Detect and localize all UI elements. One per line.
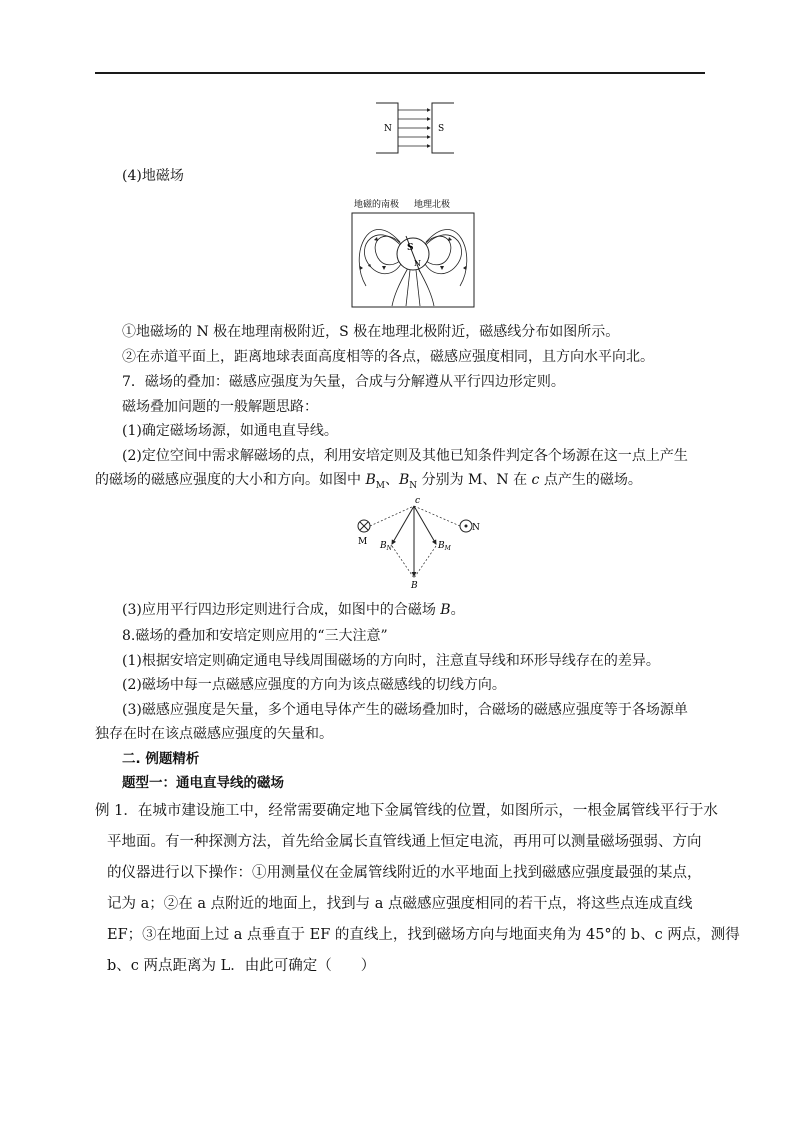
step-3 — [122, 600, 465, 620]
magnet-field-figure — [372, 100, 458, 156]
step-2b-post2: 点产生的磁场。 — [539, 472, 642, 488]
magnet-s-label: S — [438, 124, 445, 134]
section-heading: 二. 例题精析 — [122, 751, 200, 767]
earth-label-geomag-south: 地磁的南极 — [354, 200, 400, 210]
vector-b-label: B — [411, 581, 418, 590]
magnet-n-label: N — [384, 124, 392, 134]
geomagnetic-heading: (4)地磁场 — [122, 168, 184, 184]
earth-pole-s: S — [407, 243, 414, 253]
question-type-heading: 题型一：通电直导线的磁场 — [122, 775, 284, 791]
item-7-sub: 磁场叠加问题的一般解题思路： — [122, 399, 318, 415]
example-1-line-5: EF；③在地面上过 a 点垂直于 EF 的直线上，找到磁场方向与地面夹角为 45°的 b、c 两点，测得 — [107, 927, 740, 943]
step-2b-pre: 的磁场的磁感应强度的大小和方向。如图中 — [95, 472, 366, 488]
header-rule — [95, 72, 705, 74]
example-1-line-6: b、c 两点距离为 L．由此可确定（ ） — [107, 958, 376, 974]
step-3-post: 。 — [450, 602, 465, 618]
note-1: (1)根据安培定则确定通电导线周围磁场的方向时，注意直导线和环形导线存在的差异。 — [122, 653, 660, 669]
vector-bn-label: $B_N$ — [380, 541, 392, 552]
step-2b-bm-sub: M — [375, 480, 385, 491]
earth-label-geo-north: 地理北极 — [414, 200, 451, 210]
point-c-label: c — [415, 496, 421, 506]
step-1: (1)确定磁场场源，如通电直导线。 — [122, 423, 338, 439]
example-1-line-1: 例 1．在城市建设施工中，经常需要确定地下金属管线的位置，如图所示，一根金属管线平行于水 — [95, 803, 718, 819]
wire-n-label: N — [472, 523, 480, 533]
step-2b-post1: 分别为 M、N 在 — [417, 472, 532, 488]
example-1-line-3: 的仪器进行以下操作：①用测量仪在金属管线附近的水平地面上找到磁感应强度最强的某点， — [107, 865, 702, 881]
vector-bm-label: $B_M$ — [438, 541, 451, 552]
earth-field-figure — [348, 196, 478, 310]
earth-pole-n: N — [414, 259, 421, 268]
wire-m-label: M — [358, 537, 368, 547]
note-3b: 独存在时在该点磁感应强度的矢量和。 — [95, 726, 333, 742]
geo-point-1: ①地磁场的 N 极在地理南极附近，S 极在地理北极附近，磁感线分布如图所示。 — [122, 324, 620, 340]
example-1-line-2: 平地面。有一种探测方法，首先给金属长直管线通上恒定电流，再用可以测量磁场强弱、方向 — [107, 834, 702, 850]
item-8: 8.磁场的叠加和安培定则应用的“三大注意” — [122, 628, 388, 644]
step-3-pre: (3)应用平行四边形定则进行合成，如图中的合磁场 — [122, 602, 441, 618]
step-2b-mid: 、 — [384, 472, 399, 488]
superposition-figure — [352, 494, 480, 590]
step-3-b: B — [440, 602, 451, 618]
step-2b-c: c — [531, 472, 540, 488]
step-2b-bm: B — [365, 472, 376, 488]
geo-point-2: ②在赤道平面上，距离地球表面高度相等的各点，磁感应强度相同，且方向水平向北。 — [122, 349, 654, 365]
note-3a: (3)磁感应强度是矢量，多个通电导体产生的磁场叠加时，合磁场的磁感应强度等于各场源单 — [122, 702, 688, 718]
step-2b — [95, 470, 642, 496]
item-7: 7．磁场的叠加：磁感应强度为矢量，合成与分解遵从平行四边形定则。 — [122, 374, 565, 390]
example-1-line-4: 记为 a；②在 a 点附近的地面上，找到与 a 点磁感应强度相同的若干点，将这些点连成直线 — [107, 896, 693, 912]
step-2a: (2)定位空间中需求解磁场的点，利用安培定则及其他已知条件判定各个场源在这一点上产生 — [122, 448, 688, 464]
note-2: (2)磁场中每一点磁感应强度的方向为该点磁感线的切线方向。 — [122, 677, 506, 693]
step-2b-bn: B — [398, 472, 410, 488]
step-2b-bn-sub: N — [409, 480, 418, 491]
